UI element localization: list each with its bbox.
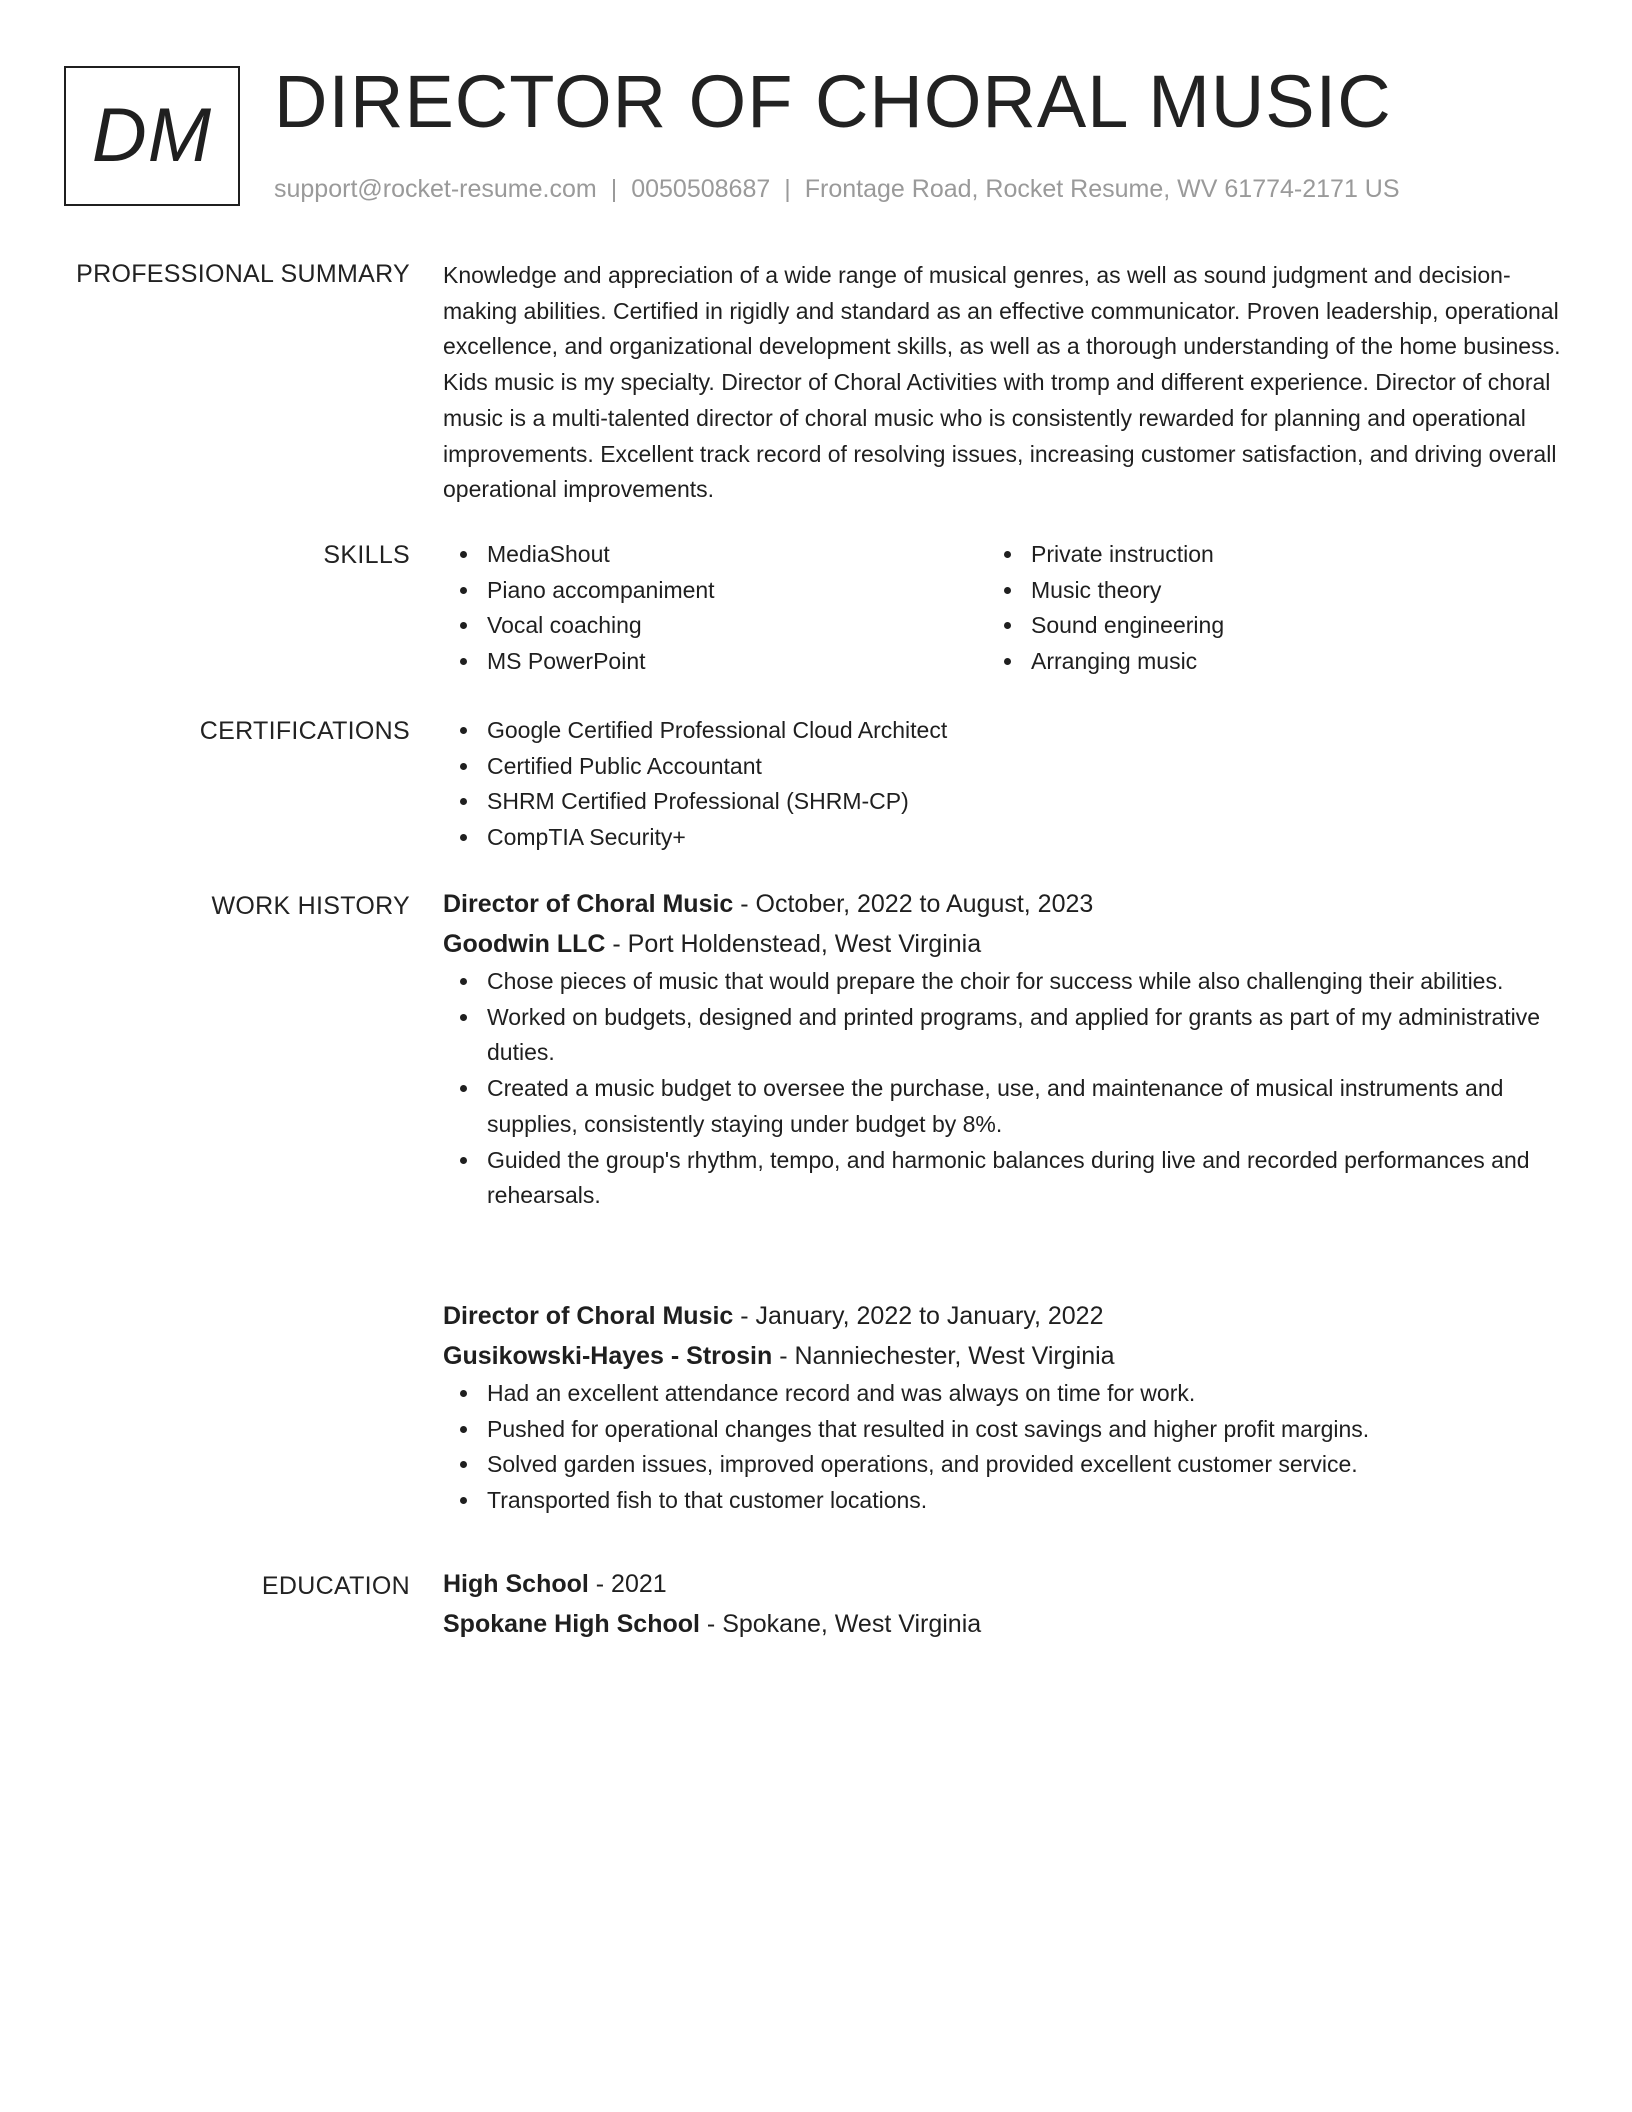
contact-email: support@rocket-resume.com	[274, 175, 597, 203]
education-school-line	[443, 1604, 1563, 1644]
skill-item: Private instruction	[987, 537, 1531, 573]
job-bullet: Chose pieces of music that would prepare the choir for success while also challenging their abilities.	[443, 964, 1563, 1000]
certification-item: Certified Public Accountant	[443, 749, 1563, 785]
job-bullets	[443, 1376, 1563, 1519]
job-bullet: Pushed for operational changes that resulted in cost savings and higher profit margins.	[443, 1412, 1563, 1448]
job-dates: - January, 2022 to January, 2022	[733, 1302, 1104, 1330]
job-bullet: Created a music budget to oversee the purchase, use, and maintenance of musical instruments and supplies, consistently staying under budget by 8%.	[443, 1071, 1563, 1142]
contact-address: Frontage Road, Rocket Resume, WV 61774-2171 US	[804, 175, 1400, 203]
skill-item: Vocal coaching	[443, 608, 987, 644]
job-company: Goodwin LLC	[443, 930, 606, 958]
job-title-line	[443, 1296, 1563, 1336]
job-title: Director of Choral Music	[443, 1302, 734, 1330]
job-entry	[443, 1296, 1563, 1519]
job-dates: - October, 2022 to August, 2023	[733, 890, 1094, 918]
education-degree: High School	[443, 1570, 589, 1598]
monogram-initials: DM	[91, 93, 213, 178]
job-company-line	[443, 1336, 1563, 1376]
section-label-education: EDUCATION	[261, 1572, 410, 1600]
job-entry	[443, 884, 1563, 1214]
job-bullet: Transported fish to that customer locations.	[443, 1483, 1563, 1519]
skill-item: Arranging music	[987, 644, 1531, 680]
skills-column-right	[987, 537, 1531, 680]
job-company: Gusikowski-Hayes - Strosin	[443, 1342, 773, 1370]
certification-item: SHRM Certified Professional (SHRM-CP)	[443, 784, 1563, 820]
contact-line	[274, 172, 1400, 206]
section-label-work-history: WORK HISTORY	[211, 892, 410, 920]
job-company-line	[443, 924, 1563, 964]
skills-grid	[443, 537, 1563, 680]
job-bullet: Had an excellent attendance record and was always on time for work.	[443, 1376, 1563, 1412]
education-body	[443, 1564, 1563, 1644]
section-label-summary: PROFESSIONAL SUMMARY	[76, 260, 410, 288]
certification-item: CompTIA Security+	[443, 820, 1563, 856]
certification-item: Google Certified Professional Cloud Architect	[443, 713, 1563, 749]
skill-item: MediaShout	[443, 537, 987, 573]
certifications-body	[443, 713, 1563, 856]
skill-item: MS PowerPoint	[443, 644, 987, 680]
job-title: Director of Choral Music	[443, 890, 734, 918]
skills-body	[443, 537, 1563, 680]
job-location: - Nanniechester, West Virginia	[772, 1342, 1115, 1370]
education-degree-line	[443, 1564, 1563, 1604]
section-label-skills: SKILLS	[323, 541, 410, 569]
job-title-line	[443, 884, 1563, 924]
education-school: Spokane High School	[443, 1610, 700, 1638]
contact-phone: 0050508687	[631, 175, 771, 203]
skills-column-left	[443, 537, 987, 680]
job-location: - Port Holdenstead, West Virginia	[605, 930, 982, 958]
job-bullet: Guided the group's rhythm, tempo, and harmonic balances during live and recorded performances and rehearsals.	[443, 1143, 1563, 1214]
section-label-certifications: CERTIFICATIONS	[199, 717, 410, 745]
education-year: - 2021	[588, 1570, 667, 1598]
job-bullet: Solved garden issues, improved operations, and provided excellent customer service.	[443, 1447, 1563, 1483]
job-bullets	[443, 964, 1563, 1214]
candidate-name: DIRECTOR OF CHORAL MUSIC	[274, 60, 1392, 143]
monogram-box	[64, 66, 240, 206]
contact-separator: |	[784, 175, 791, 203]
contact-separator: |	[610, 175, 618, 203]
job-bullet: Worked on budgets, designed and printed programs, and applied for grants as part of my administrative duties.	[443, 1000, 1563, 1071]
certifications-list	[443, 713, 1563, 856]
summary-body	[443, 258, 1563, 508]
skill-item: Sound engineering	[987, 608, 1531, 644]
education-location: - Spokane, West Virginia	[699, 1610, 982, 1638]
skill-item: Music theory	[987, 573, 1531, 609]
skill-item: Piano accompaniment	[443, 573, 987, 609]
summary-text: Knowledge and appreciation of a wide range of musical genres, as well as sound judgment and decision-making abilities. Certified in rigidly and standard as an effective communicator. Proven leadership, operational excellence, and organizational development skills, as well as a thorough understanding of the home business. Kids music is my specialty. Director of Choral Activities with tromp and different experience. Director of choral music is a multi-talented director of choral music who is consistently rewarded for planning and operational improvements. Excellent track record of resolving issues, increasing customer satisfaction, and driving overall operational improvements.	[443, 262, 1561, 503]
